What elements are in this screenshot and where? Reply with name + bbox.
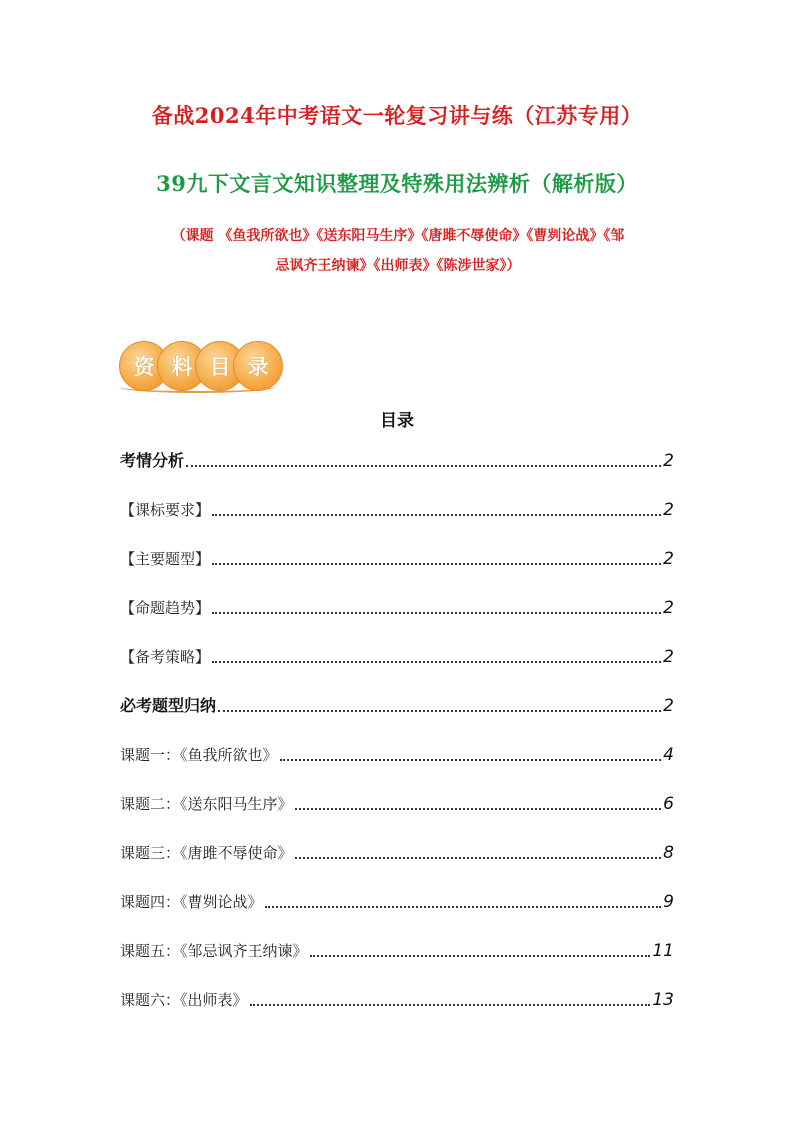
toc-item-lesson-1[interactable] bbox=[120, 742, 674, 766]
toc-leader-dots bbox=[280, 759, 662, 761]
toc-leader-dots bbox=[212, 661, 661, 663]
toc-item-lesson-6[interactable] bbox=[120, 987, 674, 1011]
materials-toc-badge bbox=[119, 341, 279, 391]
toc-item-label: 课题一：《鱼我所欲也》 bbox=[120, 746, 278, 764]
toc-leader-dots bbox=[212, 514, 661, 516]
toc-leader-dots bbox=[186, 465, 661, 467]
toc-item-strategy[interactable] bbox=[120, 644, 674, 668]
badge-char-3: 目 bbox=[195, 341, 245, 391]
toc-item-page: 8 bbox=[663, 843, 674, 863]
lesson-list-line-2: 忌讽齐王纳谏》《出师表》《陈涉世家》） bbox=[275, 258, 521, 274]
toc-item-page: 6 bbox=[663, 794, 674, 814]
toc-item-label: 【课标要求】 bbox=[120, 501, 211, 519]
toc-leader-dots bbox=[265, 906, 662, 908]
toc-leader-dots bbox=[212, 612, 661, 614]
lesson-list bbox=[118, 221, 678, 281]
toc-item-label: 考情分析 bbox=[120, 451, 185, 470]
toc-leader-dots bbox=[250, 1004, 651, 1006]
toc-item-label: 必考题型归纳 bbox=[120, 696, 217, 715]
toc-item-lesson-2[interactable] bbox=[120, 791, 674, 815]
toc-item-label: 【备考策略】 bbox=[120, 648, 211, 666]
toc-item-label: 课题二：《送东阳马生序》 bbox=[120, 795, 293, 813]
toc-item-label: 课题六：《出师表》 bbox=[120, 991, 248, 1009]
toc-heading: 目录 bbox=[380, 411, 414, 431]
toc-item-page: 2 bbox=[663, 451, 674, 471]
toc-item-label: 课题五：《邹忌讽齐王纳谏》 bbox=[120, 942, 308, 960]
toc-item-lesson-4[interactable] bbox=[120, 889, 674, 913]
toc-item-page: 9 bbox=[663, 892, 674, 912]
toc-item-page: 2 bbox=[663, 696, 674, 716]
toc-item-lesson-3[interactable] bbox=[120, 840, 674, 864]
toc-leader-dots bbox=[295, 857, 662, 859]
document-subtitle: 39九下文言文知识整理及特殊用法辨析（解析版） bbox=[156, 171, 638, 196]
badge-char-2: 料 bbox=[157, 341, 207, 391]
toc-item-exam-analysis[interactable] bbox=[120, 448, 674, 472]
toc-item-page: 2 bbox=[663, 647, 674, 667]
toc-item-label: 课题四：《曹刿论战》 bbox=[120, 893, 263, 911]
toc-item-main-question-types[interactable] bbox=[120, 546, 674, 570]
toc-item-trends[interactable] bbox=[120, 595, 674, 619]
toc-item-label: 【命题趋势】 bbox=[120, 599, 211, 617]
toc-item-page: 2 bbox=[663, 549, 674, 569]
toc-leader-dots bbox=[218, 710, 661, 712]
badge-char-4: 录 bbox=[233, 341, 283, 391]
toc-item-page: 13 bbox=[652, 990, 674, 1010]
badge-char-1: 资 bbox=[119, 341, 169, 391]
toc-item-page: 4 bbox=[663, 745, 674, 765]
toc-item-label: 课题三：《唐雎不辱使命》 bbox=[120, 844, 293, 862]
toc-leader-dots bbox=[295, 808, 662, 810]
toc-leader-dots bbox=[310, 955, 651, 957]
toc-item-page: 2 bbox=[663, 500, 674, 520]
toc-item-page: 11 bbox=[652, 941, 674, 961]
toc-leader-dots bbox=[212, 563, 661, 565]
document-title: 备战2024年中考语文一轮复习讲与练（江苏专用） bbox=[151, 103, 643, 128]
toc-item-label: 【主要题型】 bbox=[120, 550, 211, 568]
toc-item-lesson-5[interactable] bbox=[120, 938, 674, 962]
lesson-list-line-1: （课题 《鱼我所欲也》《送东阳马生序》《唐雎不辱使命》《曹刿论战》《邹 bbox=[171, 228, 625, 244]
toc-item-curriculum-requirements[interactable] bbox=[120, 497, 674, 521]
toc-item-page: 2 bbox=[663, 598, 674, 618]
toc-item-question-types-summary[interactable] bbox=[120, 693, 674, 717]
